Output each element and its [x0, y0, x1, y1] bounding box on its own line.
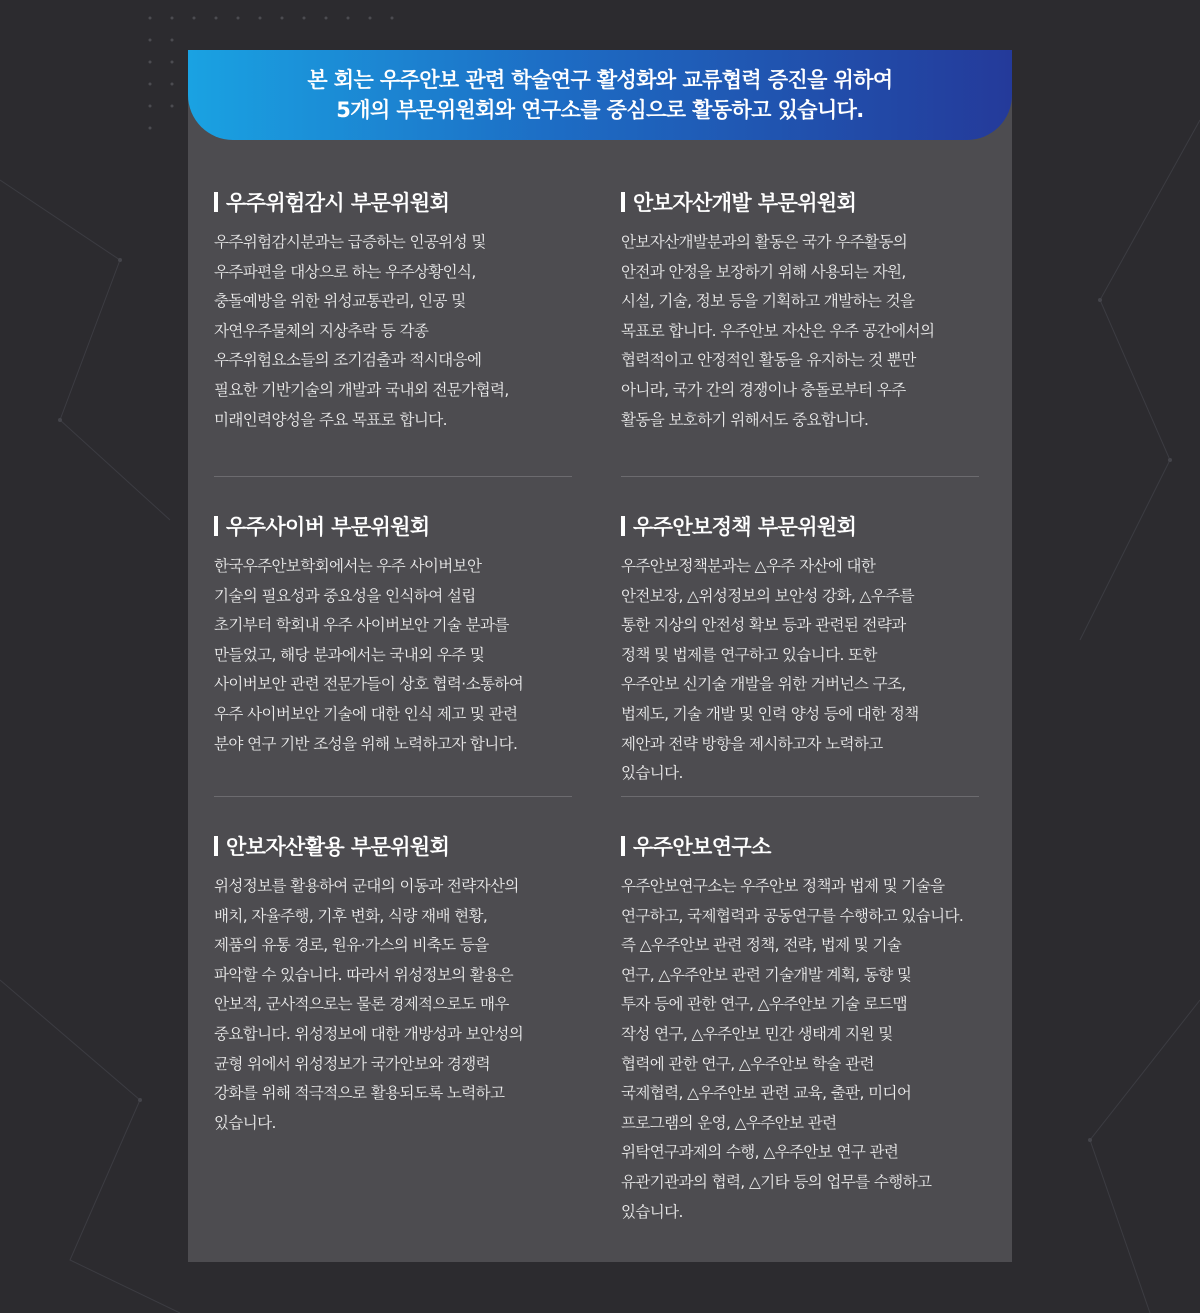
intro-banner: [188, 50, 1012, 140]
body-line: 우주안보연구소는 우주안보 정책과 법제 및 기술을: [621, 877, 945, 895]
section-title: 안보자산활용 부문위원회: [226, 835, 450, 859]
heading-bar: [214, 192, 218, 212]
body-line: 즉 △우주안보 관련 정책, 전략, 법제 및 기술: [621, 936, 902, 955]
section-heading: [621, 187, 1001, 217]
banner-line: 본 회는 우주안보 관련 학술연구 활성화와 교류협력 증진을 위하여: [307, 68, 893, 92]
body-line: 만들었고, 해당 분과에서는 국내외 우주 및: [214, 645, 485, 664]
body-line: 우주위험감시분과는 급증하는 인공위성 및: [214, 233, 486, 251]
section-heading: [621, 831, 1001, 861]
section-title: 우주사이버 부문위원회: [226, 515, 430, 539]
section-title: 우주안보연구소: [633, 835, 771, 859]
body-line: 목표로 합니다. 우주안보 자산은 우주 공간에서의: [621, 321, 935, 340]
body-line: 협력에 관한 연구, △우주안보 학술 관련: [621, 1054, 874, 1073]
heading-bar: [621, 192, 625, 212]
body-line: 중요합니다. 위성정보에 대한 개방성과 보안성의: [214, 1024, 524, 1043]
section-heading: [214, 187, 594, 217]
section-title: 우주위험감시 부문위원회: [226, 191, 450, 215]
body-line: 우주파편을 대상으로 하는 우주상황인식,: [214, 262, 476, 281]
body-line: 통한 지상의 안전성 확보 등과 관련된 전략과: [621, 616, 906, 635]
body-line: 법제도, 기술 개발 및 인력 양성 등에 대한 정책: [621, 704, 919, 723]
body-line: 한국우주안보학회에서는 우주 사이버보안: [214, 557, 482, 575]
section-security-asset-development: [621, 187, 1001, 435]
body-line: 안보적, 군사적으로는 물론 경제적으로도 매우: [214, 995, 509, 1014]
body-line: 균형 위에서 위성정보가 국가안보와 경쟁력: [214, 1054, 491, 1073]
body-line: 연구, △우주안보 관련 기술개발 계획, 동향 및: [621, 965, 912, 984]
section-space-cyber: [214, 511, 594, 759]
body-line: 사이버보안 관련 전문가들이 상호 협력·소통하여: [214, 675, 524, 694]
body-line: 미래인력양성을 주요 목표로 합니다.: [214, 410, 447, 429]
body-line: 작성 연구, △우주안보 민간 생태계 지원 및: [621, 1024, 893, 1043]
section-body: [621, 228, 1001, 435]
section-divider: [621, 476, 979, 477]
section-security-asset-utilization: [214, 831, 594, 1138]
body-line: 연구하고, 국제협력과 공동연구를 수행하고 있습니다.: [621, 906, 964, 925]
body-line: 분야 연구 기반 조성을 위해 노력하고자 합니다.: [214, 734, 518, 753]
section-heading: [214, 511, 594, 541]
body-line: 필요한 기반기술의 개발과 국내외 전문가협력,: [214, 380, 509, 399]
body-line: 프로그램의 운영, △우주안보 관련: [621, 1113, 837, 1132]
body-line: 있습니다.: [621, 1202, 683, 1221]
section-heading: [214, 831, 594, 861]
section-body: [214, 552, 594, 759]
body-line: 위탁연구과제의 수행, △우주안보 연구 관련: [621, 1143, 899, 1162]
section-space-security-policy: [621, 511, 1001, 789]
body-line: 우주 사이버보안 기술에 대한 인식 제고 및 관련: [214, 704, 518, 723]
body-line: 국제협력, △우주안보 관련 교육, 출판, 미디어: [621, 1084, 912, 1103]
section-title: 우주안보정책 부문위원회: [633, 515, 857, 539]
body-line: 강화를 위해 적극적으로 활용되도록 노력하고: [214, 1084, 505, 1103]
heading-bar: [621, 516, 625, 536]
body-line: 안전과 안정을 보장하기 위해 사용되는 자원,: [621, 262, 906, 281]
section-body: [621, 872, 1001, 1227]
section-divider: [214, 476, 572, 477]
body-line: 활동을 보호하기 위해서도 중요합니다.: [621, 410, 869, 429]
body-line: 우주안보 신기술 개발을 위한 거버넌스 구조,: [621, 675, 906, 694]
body-line: 안보자산개발분과의 활동은 국가 우주활동의: [621, 233, 908, 251]
body-line: 투자 등에 관한 연구, △우주안보 기술 로드맵: [621, 995, 907, 1014]
heading-bar: [214, 516, 218, 536]
body-line: 파악할 수 있습니다. 따라서 위성정보의 활용은: [214, 965, 514, 984]
body-line: 아니라, 국가 간의 경쟁이나 충돌로부터 우주: [621, 380, 906, 399]
section-body: [214, 228, 594, 435]
body-line: 안전보장, △위성정보의 보안성 강화, △우주를: [621, 586, 914, 605]
body-line: 제안과 전략 방향을 제시하고자 노력하고: [621, 734, 883, 753]
body-line: 있습니다.: [621, 764, 683, 783]
section-space-security-institute: [621, 831, 1001, 1227]
section-body: [621, 552, 1001, 789]
body-line: 초기부터 학회내 우주 사이버보안 기술 분과를: [214, 616, 509, 635]
body-line: 자연우주물체의 지상추락 등 각종: [214, 321, 429, 340]
body-line: 우주위험요소들의 조기검출과 적시대응에: [214, 351, 482, 370]
body-line: 우주안보정책분과는 △우주 자산에 대한: [621, 557, 876, 575]
body-line: 협력적이고 안정적인 활동을 유지하는 것 뿐만: [621, 351, 916, 370]
heading-bar: [214, 836, 218, 856]
body-line: 충돌예방을 위한 위성교통관리, 인공 및: [214, 292, 466, 311]
section-heading: [621, 511, 1001, 541]
banner-line: 5개의 부문위원회와 연구소를 중심으로 활동하고 있습니다.: [336, 98, 864, 122]
heading-bar: [621, 836, 625, 856]
section-divider: [214, 796, 572, 797]
body-line: 시설, 기술, 정보 등을 기획하고 개발하는 것을: [621, 292, 915, 311]
body-line: 배치, 자율주행, 기후 변화, 식량 재배 현황,: [214, 906, 488, 925]
body-line: 기술의 필요성과 중요성을 인식하여 설립: [214, 586, 476, 605]
section-space-risk-monitoring: [214, 187, 594, 435]
body-line: 있습니다.: [214, 1113, 276, 1132]
body-line: 제품의 유통 경로, 원유·가스의 비축도 등을: [214, 936, 489, 955]
section-body: [214, 872, 594, 1138]
section-divider: [621, 796, 979, 797]
section-title: 안보자산개발 부문위원회: [633, 191, 857, 215]
body-line: 유관기관과의 협력, △기타 등의 업무를 수행하고: [621, 1172, 932, 1191]
body-line: 정책 및 법제를 연구하고 있습니다. 또한: [621, 645, 877, 664]
body-line: 위성정보를 활용하여 군대의 이동과 전략자산의: [214, 877, 519, 895]
